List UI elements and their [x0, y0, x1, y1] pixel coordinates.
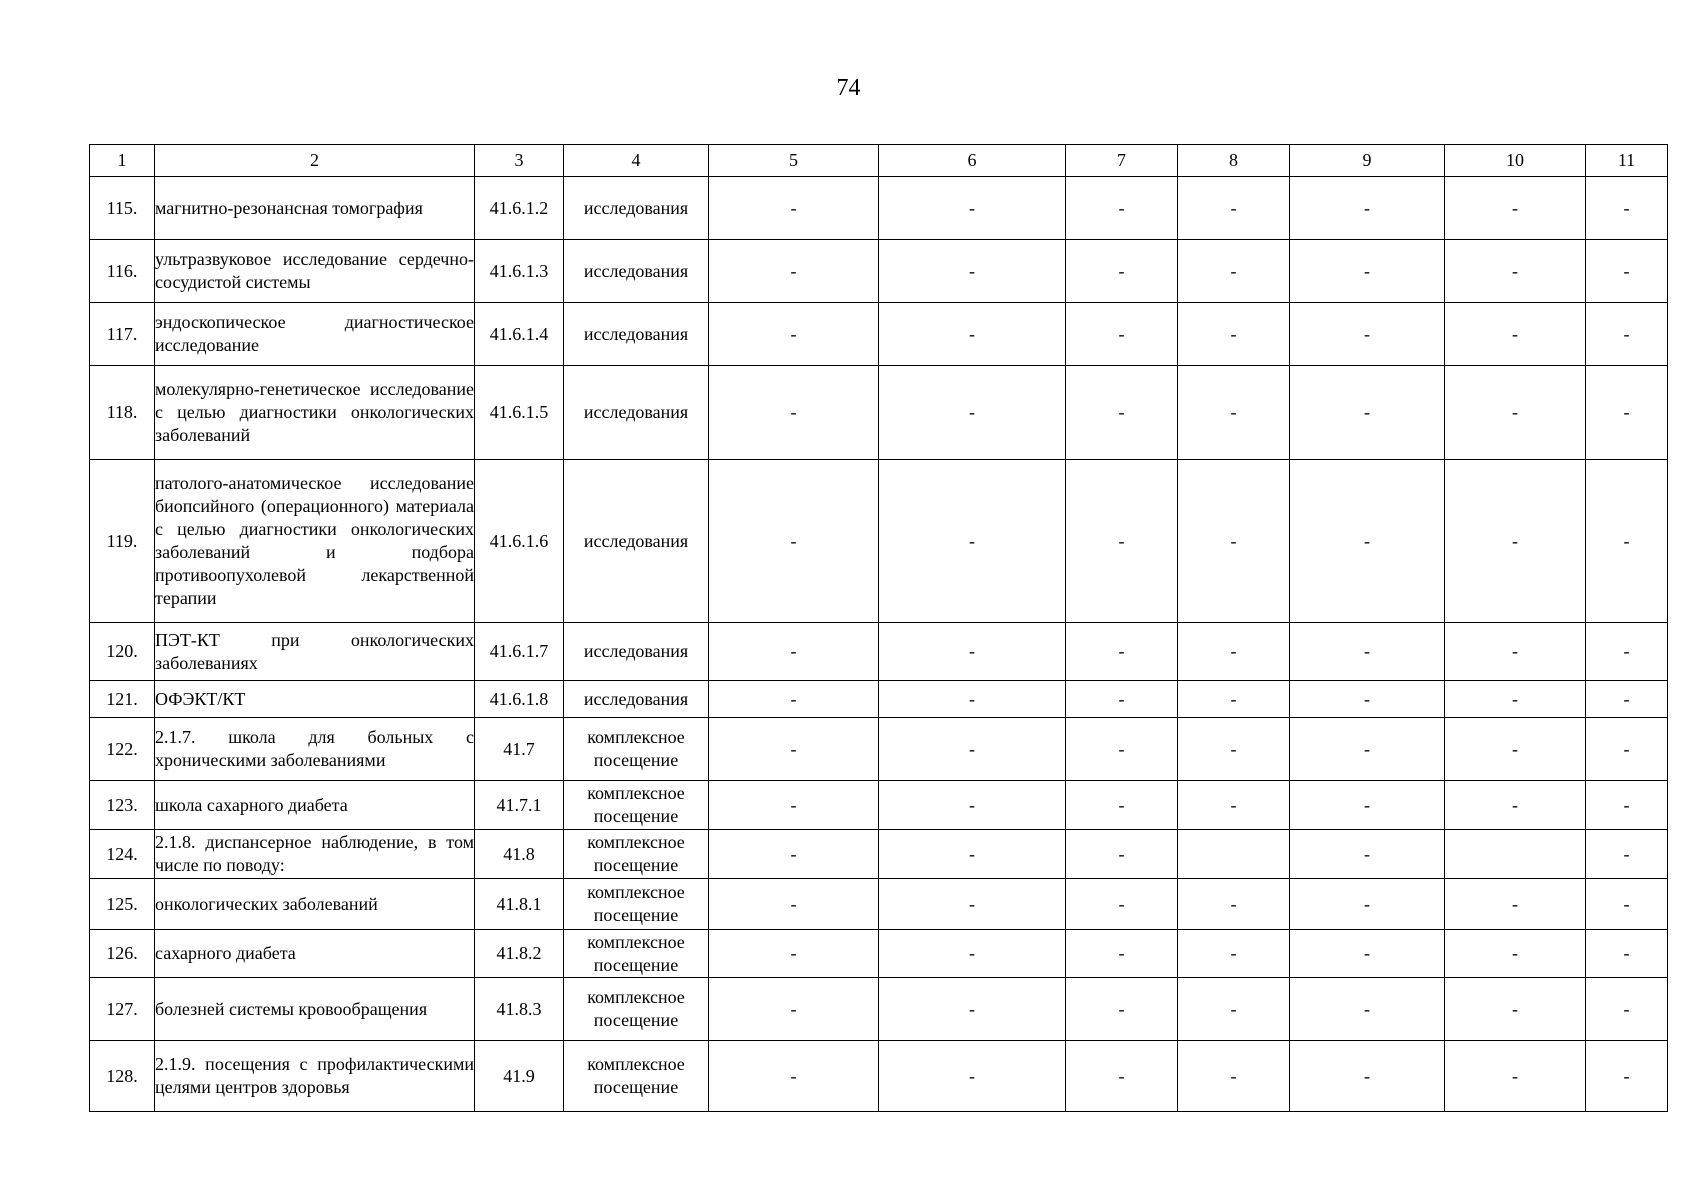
value-cell: - — [1066, 460, 1178, 623]
value-cell: - — [1586, 879, 1668, 930]
indicator-name-cell: сахарного диабета — [155, 930, 475, 978]
table-row — [90, 879, 1668, 930]
value-cell: - — [1445, 781, 1586, 830]
value-cell: - — [1586, 830, 1668, 879]
value-cell — [1178, 830, 1290, 879]
value-cell: - — [1290, 240, 1445, 303]
unit-cell: исследования — [564, 681, 709, 718]
unit-cell: комплексное посещение — [564, 879, 709, 930]
value-cell: - — [879, 366, 1066, 460]
value-cell: - — [879, 623, 1066, 681]
table-row — [90, 460, 1668, 623]
row-number-cell: 124. — [90, 830, 155, 879]
table-row — [90, 177, 1668, 240]
row-code-cell: 41.8.3 — [475, 978, 564, 1041]
row-number-cell: 119. — [90, 460, 155, 623]
row-code-cell: 41.9 — [475, 1041, 564, 1112]
value-cell: - — [709, 1041, 879, 1112]
value-cell: - — [1586, 1041, 1668, 1112]
row-code-cell: 41.8.2 — [475, 930, 564, 978]
value-cell: - — [709, 781, 879, 830]
value-cell: - — [1066, 366, 1178, 460]
value-cell: - — [1445, 879, 1586, 930]
value-cell: - — [709, 978, 879, 1041]
value-cell: - — [1290, 177, 1445, 240]
value-cell: - — [1066, 177, 1178, 240]
value-cell: - — [879, 1041, 1066, 1112]
value-cell: - — [1586, 177, 1668, 240]
indicator-name-cell: школа сахарного диабета — [155, 781, 475, 830]
value-cell: - — [1445, 978, 1586, 1041]
value-cell: - — [1586, 681, 1668, 718]
value-cell: - — [1586, 623, 1668, 681]
value-cell: - — [879, 681, 1066, 718]
value-cell: - — [709, 830, 879, 879]
row-code-cell: 41.6.1.6 — [475, 460, 564, 623]
column-header: 5 — [709, 145, 879, 177]
indicator-name-cell: 2.1.8. диспансерное наблюдение, в том числе по поводу: — [155, 830, 475, 879]
row-code-cell: 41.6.1.2 — [475, 177, 564, 240]
value-cell: - — [1586, 240, 1668, 303]
table-row — [90, 303, 1668, 366]
value-cell: - — [879, 830, 1066, 879]
value-cell: - — [1066, 681, 1178, 718]
value-cell: - — [1290, 366, 1445, 460]
value-cell: - — [1445, 718, 1586, 781]
value-cell: - — [1290, 1041, 1445, 1112]
row-number-cell: 117. — [90, 303, 155, 366]
indicator-name-cell: эндоскопическое диагностическое исследование — [155, 303, 475, 366]
page-number: 74 — [836, 75, 861, 101]
value-cell: - — [1290, 879, 1445, 930]
value-cell: - — [1290, 978, 1445, 1041]
value-cell: - — [1178, 718, 1290, 781]
value-cell: - — [1290, 460, 1445, 623]
indicator-name-cell: ультразвуковое исследование сердечно-сосудистой системы — [155, 240, 475, 303]
table-row — [90, 718, 1668, 781]
row-number-cell: 115. — [90, 177, 155, 240]
value-cell: - — [1586, 460, 1668, 623]
row-code-cell: 41.6.1.4 — [475, 303, 564, 366]
value-cell: - — [1066, 879, 1178, 930]
column-header: 11 — [1586, 145, 1668, 177]
value-cell: - — [1445, 930, 1586, 978]
value-cell: - — [1290, 718, 1445, 781]
value-cell: - — [1066, 623, 1178, 681]
table-row — [90, 978, 1668, 1041]
table-row — [90, 1041, 1668, 1112]
unit-cell: комплексное посещение — [564, 830, 709, 879]
unit-cell: исследования — [564, 366, 709, 460]
value-cell: - — [1066, 978, 1178, 1041]
column-header: 8 — [1178, 145, 1290, 177]
unit-cell: исследования — [564, 177, 709, 240]
value-cell: - — [1445, 177, 1586, 240]
value-cell: - — [879, 879, 1066, 930]
value-cell: - — [1178, 681, 1290, 718]
value-cell: - — [1178, 303, 1290, 366]
value-cell: - — [1178, 240, 1290, 303]
unit-cell: комплексное посещение — [564, 1041, 709, 1112]
indicator-name-cell: онкологических заболеваний — [155, 879, 475, 930]
value-cell: - — [709, 303, 879, 366]
value-cell: - — [879, 781, 1066, 830]
value-cell: - — [1178, 460, 1290, 623]
unit-cell: исследования — [564, 303, 709, 366]
row-code-cell: 41.6.1.3 — [475, 240, 564, 303]
indicator-name-cell: 2.1.9. посещения с профилактическими целями центров здоровья — [155, 1041, 475, 1112]
indicator-name-cell: 2.1.7. школа для больных с хроническими заболеваниями — [155, 718, 475, 781]
value-cell: - — [1178, 781, 1290, 830]
value-cell: - — [879, 930, 1066, 978]
value-cell: - — [1066, 240, 1178, 303]
value-cell: - — [1445, 303, 1586, 366]
value-cell: - — [1290, 781, 1445, 830]
value-cell: - — [709, 681, 879, 718]
table-row — [90, 681, 1668, 718]
unit-cell: исследования — [564, 460, 709, 623]
value-cell: - — [709, 718, 879, 781]
value-cell: - — [1290, 623, 1445, 681]
value-cell: - — [1445, 366, 1586, 460]
unit-cell: комплексное посещение — [564, 930, 709, 978]
value-cell: - — [1290, 681, 1445, 718]
value-cell: - — [1445, 240, 1586, 303]
indicator-name-cell: молекулярно-генетическое исследование с целью диагностики онкологических заболеваний — [155, 366, 475, 460]
value-cell: - — [1290, 930, 1445, 978]
value-cell: - — [1066, 930, 1178, 978]
value-cell: - — [1178, 930, 1290, 978]
row-code-cell: 41.8.1 — [475, 879, 564, 930]
value-cell: - — [1178, 1041, 1290, 1112]
unit-cell: исследования — [564, 240, 709, 303]
column-header: 4 — [564, 145, 709, 177]
table-row — [90, 623, 1668, 681]
value-cell: - — [709, 177, 879, 240]
data-table — [89, 144, 1668, 1112]
value-cell: - — [1066, 303, 1178, 366]
column-header: 7 — [1066, 145, 1178, 177]
row-number-cell: 120. — [90, 623, 155, 681]
table-row — [90, 240, 1668, 303]
value-cell: - — [1066, 830, 1178, 879]
table-row — [90, 930, 1668, 978]
value-cell: - — [1445, 623, 1586, 681]
column-header: 2 — [155, 145, 475, 177]
row-code-cell: 41.6.1.5 — [475, 366, 564, 460]
value-cell: - — [1586, 930, 1668, 978]
value-cell: - — [709, 460, 879, 623]
value-cell: - — [709, 930, 879, 978]
value-cell: - — [1066, 781, 1178, 830]
unit-cell: комплексное посещение — [564, 781, 709, 830]
unit-cell: комплексное посещение — [564, 718, 709, 781]
value-cell: - — [1178, 177, 1290, 240]
value-cell: - — [1445, 1041, 1586, 1112]
value-cell: - — [709, 623, 879, 681]
row-code-cell: 41.7 — [475, 718, 564, 781]
value-cell: - — [709, 879, 879, 930]
value-cell: - — [1586, 718, 1668, 781]
row-code-cell: 41.7.1 — [475, 781, 564, 830]
table-body — [90, 177, 1668, 1112]
value-cell: - — [1445, 460, 1586, 623]
value-cell — [1445, 830, 1586, 879]
value-cell: - — [1178, 978, 1290, 1041]
row-number-cell: 126. — [90, 930, 155, 978]
row-code-cell: 41.8 — [475, 830, 564, 879]
row-number-cell: 116. — [90, 240, 155, 303]
value-cell: - — [879, 460, 1066, 623]
indicator-name-cell: ОФЭКТ/КТ — [155, 681, 475, 718]
value-cell: - — [879, 177, 1066, 240]
column-header: 3 — [475, 145, 564, 177]
value-cell: - — [1586, 781, 1668, 830]
value-cell: - — [1586, 303, 1668, 366]
row-number-cell: 122. — [90, 718, 155, 781]
table-row — [90, 830, 1668, 879]
row-number-cell: 128. — [90, 1041, 155, 1112]
unit-cell: комплексное посещение — [564, 978, 709, 1041]
column-header: 6 — [879, 145, 1066, 177]
indicator-name-cell: магнитно-резонансная томография — [155, 177, 475, 240]
value-cell: - — [709, 240, 879, 303]
value-cell: - — [1178, 366, 1290, 460]
value-cell: - — [879, 303, 1066, 366]
row-number-cell: 118. — [90, 366, 155, 460]
row-code-cell: 41.6.1.7 — [475, 623, 564, 681]
value-cell: - — [1290, 303, 1445, 366]
row-number-cell: 127. — [90, 978, 155, 1041]
value-cell: - — [1066, 1041, 1178, 1112]
unit-cell: исследования — [564, 623, 709, 681]
value-cell: - — [1178, 879, 1290, 930]
row-number-cell: 125. — [90, 879, 155, 930]
row-code-cell: 41.6.1.8 — [475, 681, 564, 718]
value-cell: - — [1586, 366, 1668, 460]
row-number-cell: 123. — [90, 781, 155, 830]
value-cell: - — [1445, 681, 1586, 718]
value-cell: - — [1290, 830, 1445, 879]
indicator-name-cell: ПЭТ-КТ при онкологических заболеваниях — [155, 623, 475, 681]
value-cell: - — [1178, 623, 1290, 681]
header-row — [90, 145, 1668, 177]
value-cell: - — [879, 718, 1066, 781]
value-cell: - — [879, 240, 1066, 303]
column-header: 9 — [1290, 145, 1445, 177]
indicator-name-cell: болезней системы кровообращения — [155, 978, 475, 1041]
column-header: 10 — [1445, 145, 1586, 177]
column-header: 1 — [90, 145, 155, 177]
table-row — [90, 366, 1668, 460]
indicator-name-cell: патолого-анатомическое исследование биопсийного (операционного) материала с целью диагностики онкологических заболеваний и подбора противоопухолевой лекарственной терапии — [155, 460, 475, 623]
value-cell: - — [1586, 978, 1668, 1041]
value-cell: - — [879, 978, 1066, 1041]
value-cell: - — [1066, 718, 1178, 781]
row-number-cell: 121. — [90, 681, 155, 718]
value-cell: - — [709, 366, 879, 460]
table-row — [90, 781, 1668, 830]
